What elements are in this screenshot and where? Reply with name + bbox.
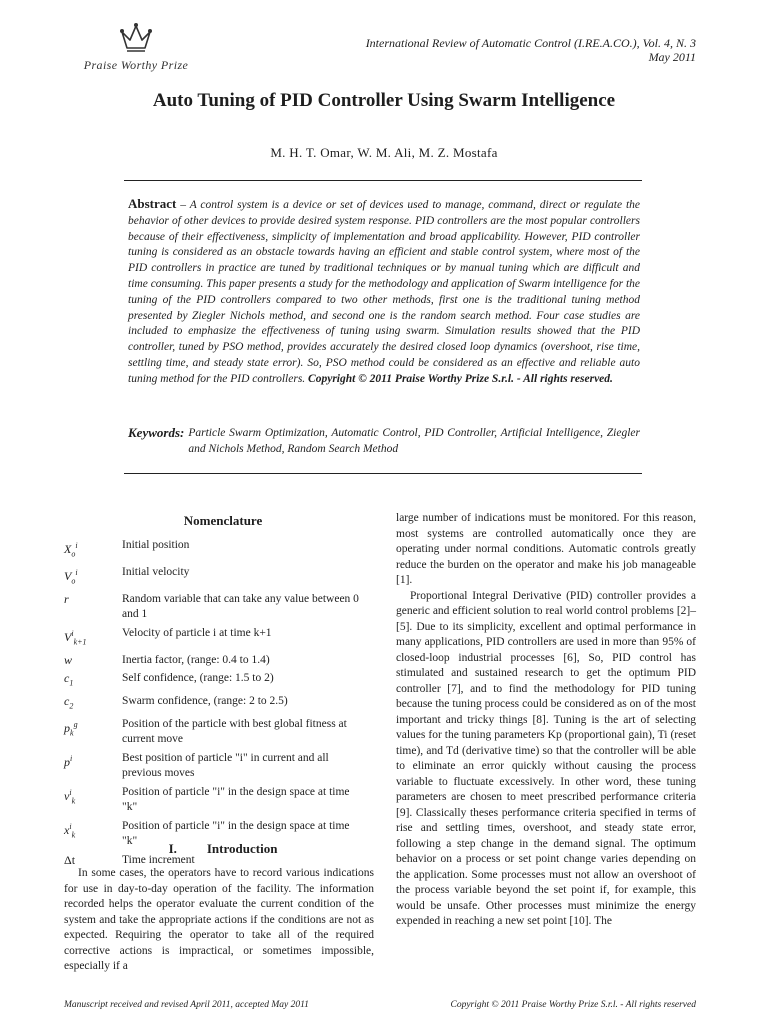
nomenclature-item [64, 717, 364, 748]
section-heading-introduction [64, 841, 382, 857]
definition: Position of particle "i" in the design space at time "k" [122, 819, 350, 848]
abstract-body: A control system is a device or set of devices used to manage, command, direct or regulate the behavior of other devices to provide desired system response. PID controllers are the most popular controllers because of their effectiveness, simplicity of implementation and broad applicability. However, PID controller tuning is considered as an obstacle towards having an efficient and stable control system, where most of the PID controllers in practice are tuned by traditional techniques or by manual tuning which are difficult and time consuming. This paper presents a study for the methodology and application of Swarm intelligence for the tuning of the PID controllers compared to two other methods, first one is the traditional tuning method presented by Ziegler Nichols method, and second one is the random search method. Four case studies are included to emphasize the effectiveness of tuning using swarm. Simulation results showed that the PID controller, tuned by PSO method, provides accurately the desired closed loop dynamics (overshoot, rise time, settling time, and steady state error). So, PSO method could be considered as an effective and reliable auto tuning method for the PID controllers. [128, 199, 640, 385]
nomenclature-item [64, 751, 364, 782]
right-column-text [396, 511, 696, 930]
symbol: $p^i$ [64, 753, 73, 769]
paragraph: large number of indications must be monitored. For this reason, most systems are controlled automatically once they are operating under normal conditions. Automatic controls greatly reduce the burden on the operator and make his job manageable [1]. [396, 512, 696, 586]
paragraph: Proportional Integral Derivative (PID) controller provides a generic and efficient solution to real world control problems [2]–[5]. Due to its simplicity, excellent and optimal performance in many applications, PID controllers are used in more than 95% of closed-loop industrial processes [6], So, PID control has stimulated and sustained research to get the optimum PID controller [7], and to find the methodology for PID tuning because the tuning process could be considered as on of the most important and tricky things [8]. Tuning is the art of selecting values for the tuning parameters Kp (proportional gain), Ti (reset time), and Td (derivative time) so that the controller will be able to eliminate an error quickly without causing the process variable to fluctuate excessively. In other word, these tuning parameters are chosen to meet prescribed performance criteria [9]. Classically theses performance criteria specified in terms of rise and settling times, overshoot, and steady state error, following a step change in the demand signal. The optimum behavior on a process or set point change varies depending on the application. Some processes must not allow an overshoot of the process variable beyond the set point if, for example, this would be unsafe. Other processes must minimize the energy expended in reaching a new set point [10]. The [396, 589, 696, 927]
nomenclature-table [64, 538, 364, 871]
symbol: $c_1$ [64, 671, 74, 688]
definition: Velocity of particle i at time k+1 [122, 626, 272, 639]
symbol: w [64, 652, 73, 667]
nomenclature-item [64, 565, 364, 589]
abstract-copyright: Copyright © 2011 Praise Worthy Prize S.r.l. - All rights reserved. [308, 372, 613, 385]
definition: Inertia factor, (range: 0.4 to 1.4) [122, 653, 270, 666]
definition: Initial velocity [122, 565, 190, 578]
symbol: $c_2$ [64, 694, 74, 711]
keywords-label: Keywords: [128, 425, 185, 440]
nomenclature-item [64, 538, 364, 562]
divider-top [124, 180, 642, 181]
nomenclature-heading: Nomenclature [183, 513, 263, 528]
definition: Time increment [122, 853, 195, 866]
nomenclature-item [64, 694, 364, 714]
nomenclature-item [64, 653, 364, 669]
divider-bottom [124, 473, 642, 474]
publisher-logo [76, 20, 196, 76]
symbol: $V^i_{k+1}$ [64, 628, 87, 647]
authors: M. H. T. Omar, W. M. Ali, M. Z. Mostafa [270, 145, 498, 160]
symbol: $p_k^g$ [64, 719, 78, 738]
definition: Position of the particle with best global fitness at current move [122, 717, 347, 746]
definition: Best position of particle "i" in current and all previous moves [122, 751, 329, 780]
symbol: Δt [64, 852, 76, 867]
section-title: Introduction [206, 841, 278, 856]
nomenclature-item [64, 592, 364, 623]
introduction-paragraph-left: In some cases, the operators have to record various indications for use in day-to-day operation of the facility. The information recorded helps the operator evaluate the current condition of the system and take the appropriate actions if the conditions are not as expected. Requiring the operator to take all of the required corrective actions is impractical, or sometimes impossible, especially if a [64, 867, 374, 972]
nomenclature-item [64, 671, 364, 691]
logo-text: Praise Worthy Prize [83, 58, 189, 72]
crown-icon [118, 20, 154, 56]
abstract-label: Abstract [128, 196, 177, 211]
journal-info [366, 36, 696, 64]
definition: Self confidence, (range: 1.5 to 2) [122, 672, 274, 685]
symbol: r [64, 591, 69, 606]
definition: Swarm confidence, (range: 2 to 2.5) [122, 695, 288, 708]
nomenclature-item [64, 626, 364, 650]
abstract [128, 196, 640, 388]
keywords-text: Particle Swarm Optimization, Automatic Control, PID Controller, Artificial Intelligence, Ziegler and Nichols Method, Random Search Method [188, 427, 640, 455]
definition: Random variable that can take any value between 0 and 1 [122, 592, 359, 621]
manuscript-dates: Manuscript received and revised April 2011, accepted May 2011 [64, 1000, 309, 1010]
symbol: $X_o^i$ [64, 541, 78, 559]
keywords [128, 425, 640, 457]
paper-title: Auto Tuning of PID Controller Using Swarm Intelligence [152, 90, 616, 111]
abstract-dash: – [176, 199, 190, 211]
symbol: $V_o^i$ [64, 567, 78, 586]
journal-citation: International Review of Automatic Control (I.RE.A.CO.), Vol. 4, N. 3 [365, 36, 696, 50]
symbol: $x^i_k$ [64, 821, 76, 840]
footer-copyright: Copyright © 2011 Praise Worthy Prize S.r.l. - All rights reserved [450, 1000, 696, 1010]
symbol: $v^i_k$ [64, 787, 76, 806]
section-number: I. [168, 841, 177, 856]
definition: Position of particle "i" in the design space at time "k" [122, 785, 350, 814]
journal-date: May 2011 [648, 50, 696, 64]
nomenclature-item [64, 785, 364, 816]
definition: Initial position [122, 539, 190, 551]
